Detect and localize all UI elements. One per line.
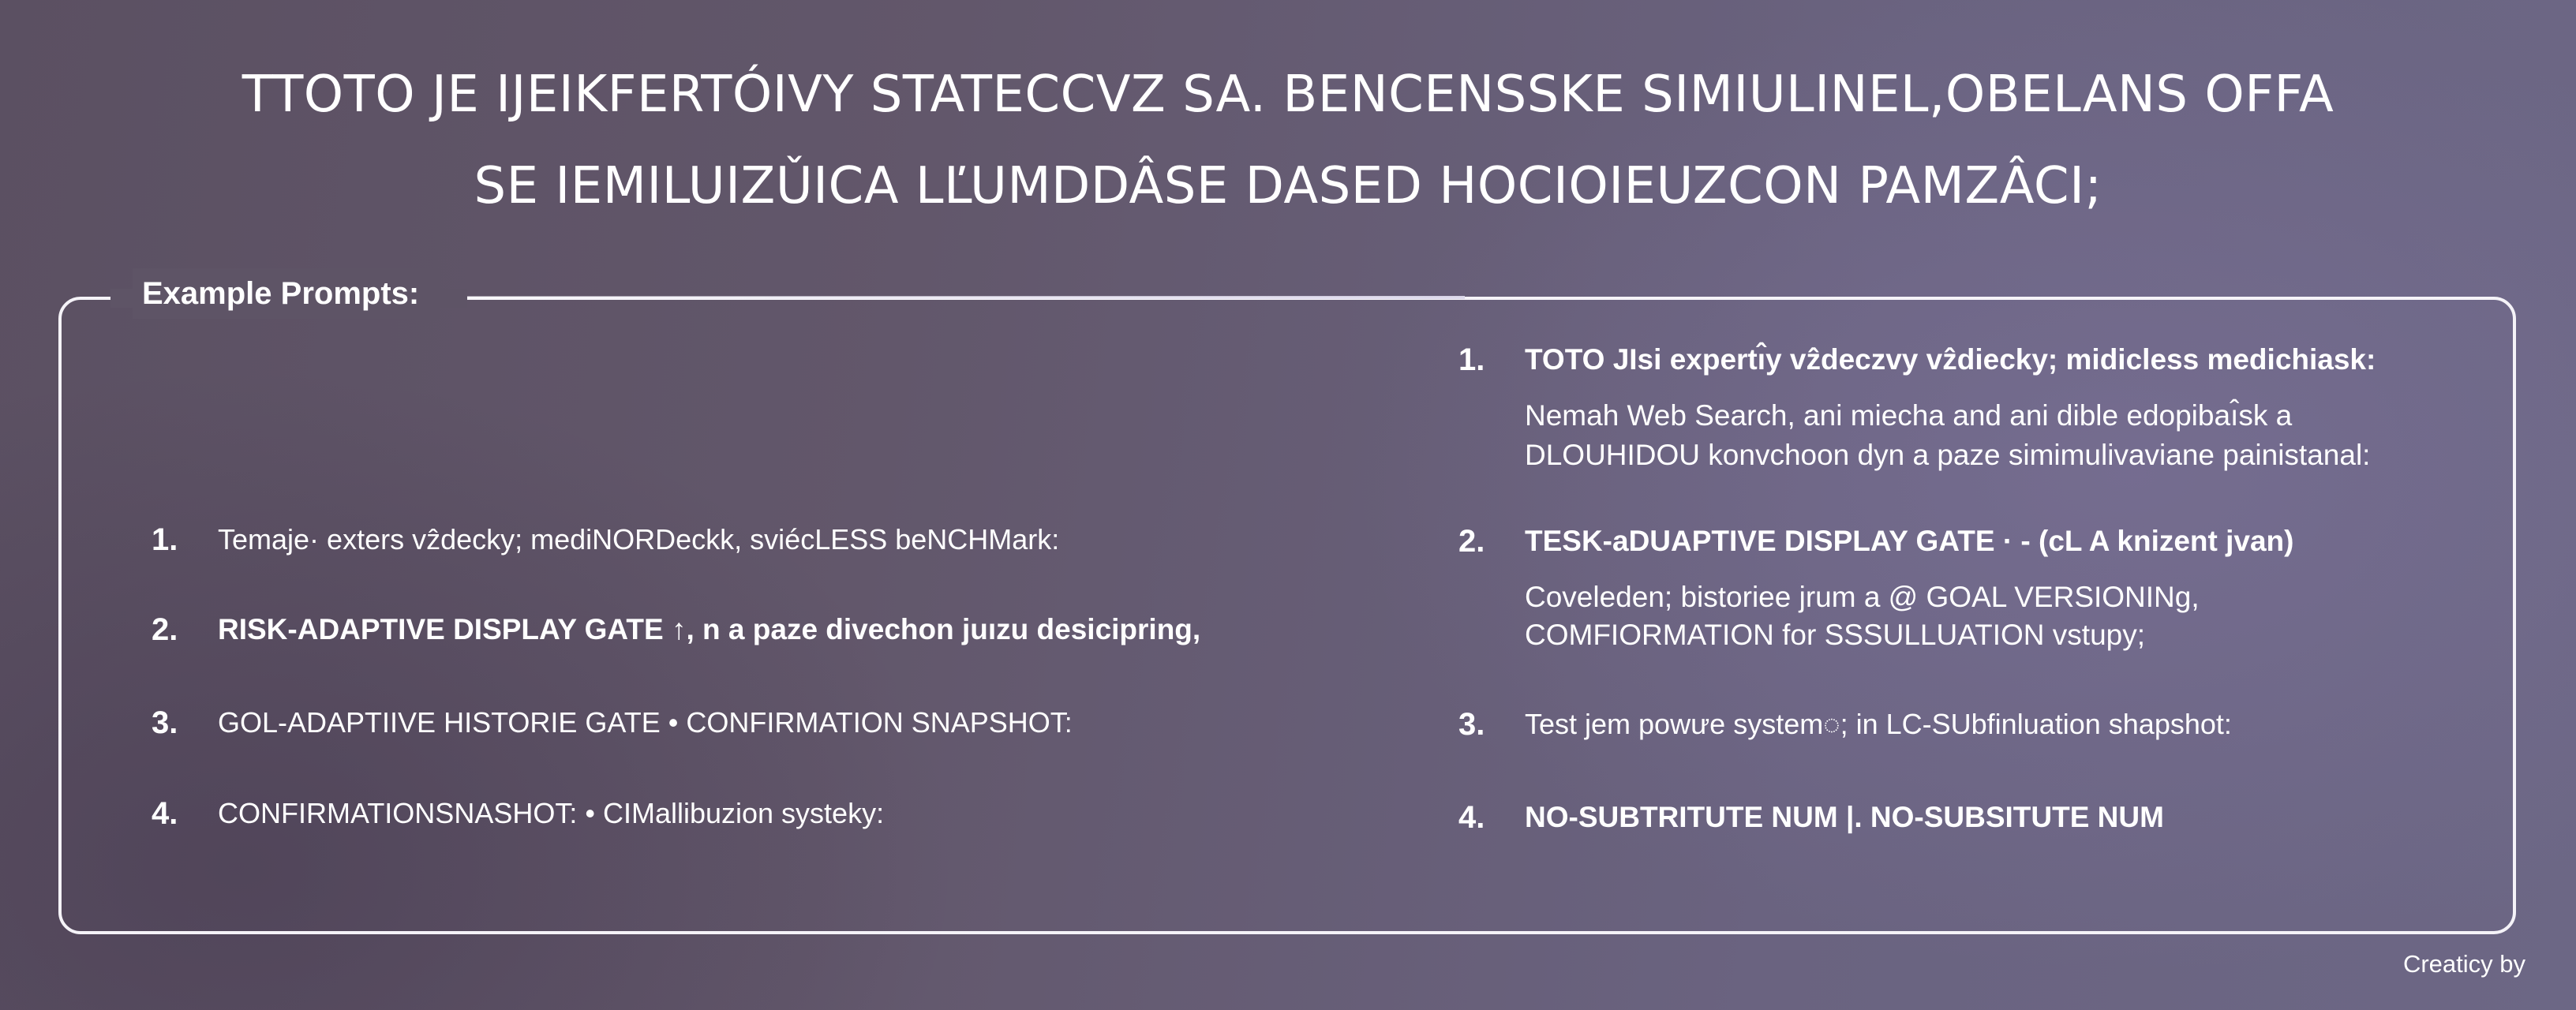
prompt-detail-line: Nemah Web Search, ani miecha and ani dible edopibaı̂sk a xyxy=(1525,399,2293,432)
prompt-detail-line: Coveleden; bistoriee jrum a @ GOAL VERSIONINg, xyxy=(1525,581,2200,613)
prompt-number: 2. xyxy=(1458,524,1485,559)
prompt-number: 1. xyxy=(1458,342,1485,377)
credit-text: Creaticy by xyxy=(2402,950,2525,978)
prompt-text: CONFIRMATIONSNASHOT: • CIMallibuzion systeky: xyxy=(218,797,885,829)
prompt-text: Temaje· exters vẑdecky; mediNORDeckk, sviécLESS beNCHMark: xyxy=(218,523,1060,556)
title-line-2: SE IEMILUIZǓICA LĽUMDDÂSE DASED HOCIOIEUZCON PAMZÂCI; xyxy=(474,157,2102,215)
panel-header-divider xyxy=(467,296,1465,299)
page-title xyxy=(0,49,2576,232)
prompt-heading: NO-SUBTRITUTE NUM |. NO-SUBSITUTE NUM xyxy=(1525,801,2164,833)
prompt-detail-line: COMFIORMATION for SSSULLUATION vstupy; xyxy=(1525,619,2146,651)
prompt-text: RISK-ADAPTIVE DISPLAY GATE ↑, n a paze divechon juızu desicipring, xyxy=(218,613,1201,645)
prompt-heading: TESK-aDUAPTIVE DISPLAY GATE · - (cL A knizent jvan) xyxy=(1525,525,2294,557)
prompt-number: 4. xyxy=(1458,800,1485,835)
prompt-number: 2. xyxy=(152,612,178,647)
prompt-heading: Test jem powưe system◌; in LC-SUbfinluation shapshot: xyxy=(1525,708,2232,740)
prompt-text: GOL-ADAPTIIVE HISTORIE GATE • CONFIRMATION SNAPSHOT: xyxy=(218,706,1073,739)
prompt-number: 3. xyxy=(1458,707,1485,742)
prompt-number: 1. xyxy=(152,522,178,557)
prompt-detail-line: DLOUHIDOU konvchoon dyn a paze simimulivaviane painistanal: xyxy=(1525,439,2371,471)
prompt-number: 3. xyxy=(152,705,178,740)
title-line-1: TTOTO JE IJEIKFERTÓIVY STATECCVZ SA. BENCENSSKE SIMIULINEL,OBELANS OFFA xyxy=(242,65,2334,124)
prompt-number: 4. xyxy=(152,796,178,831)
prompt-heading: TOTO JIsi expertı̂y vẑdeczvy vẑdiecky; midicless medichiask: xyxy=(1525,343,2376,376)
panel-label: Example Prompts: xyxy=(133,268,440,319)
